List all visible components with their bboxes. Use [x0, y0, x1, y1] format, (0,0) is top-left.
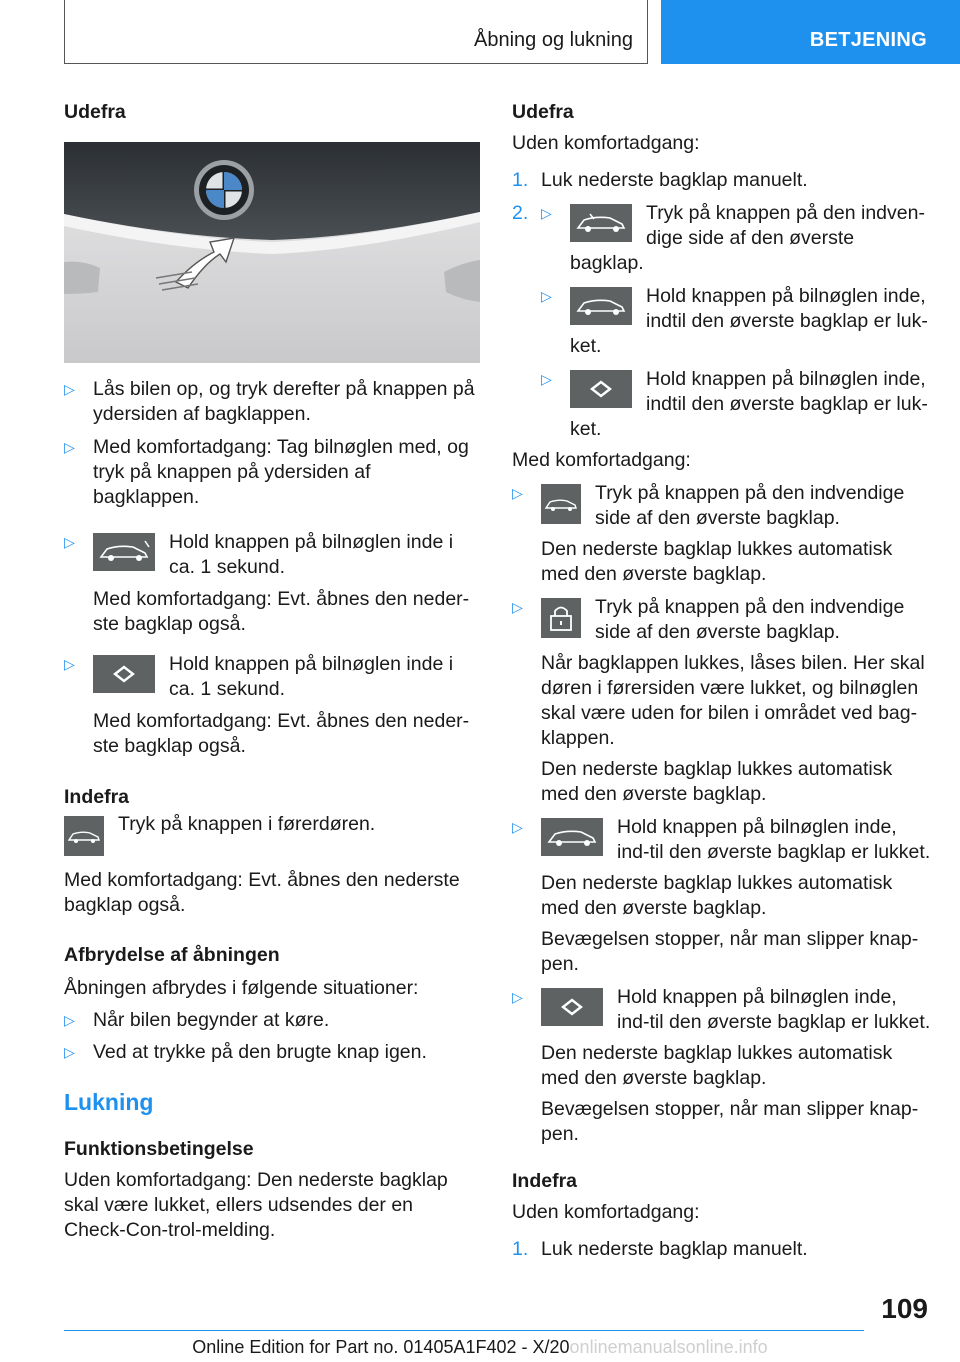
tailgate-photo [64, 142, 480, 363]
watermark-text: onlinemanualsonline.info [569, 1337, 768, 1357]
heading-afbrydelse: Afbrydelse af åbningen [64, 944, 280, 966]
funktionsbetingelse-text: Uden komfortadgang: Den nederste bagklap skal være lukket, ellers udsendes der en Check-Con-trol-melding. [64, 1169, 448, 1241]
step-item [512, 201, 932, 442]
car-tailgate-icon [541, 484, 581, 524]
heading-lukning: Lukning [64, 1089, 154, 1115]
header-section-tab [64, 0, 648, 64]
triangle-bullet-icon: ▷ [512, 989, 523, 1005]
list-item-text: Når bilen begynder at køre. [93, 1009, 330, 1031]
list-item-text: Hold knappen på bilnøglen inde, ind-til den øverste bagklap er lukket. [617, 816, 931, 863]
heading-udefra-right: Udefra [512, 101, 574, 123]
list-item-text: Tryk på knappen på den indvendige side af den øverste bagklap. [595, 482, 905, 529]
bmw-key-button-icon [570, 370, 632, 408]
list-item-text: Hold knappen på bilnøglen inde i ca. 1 sekund. [169, 653, 454, 700]
list-item [541, 284, 932, 359]
list-item [64, 1008, 480, 1033]
triangle-bullet-icon: ▷ [64, 534, 75, 550]
list-item [64, 435, 480, 510]
afbrydelse-intro: Åbningen afbrydes i følgende situationer: [64, 977, 419, 999]
header-chapter-title: BETJENING [809, 29, 927, 51]
list-item-note: Når bagklappen lukkes, låses bilen. Her skal døren i førersiden være lukket, og bilnøglen skal være uden for bilen i området ved bag-klappen. [541, 652, 925, 749]
list-item-text: Med komfortadgang: Tag bilnøglen med, og tryk på knappen på ydersiden af bagklappen. [93, 436, 469, 508]
footer-edition [0, 1335, 960, 1360]
heading-funktionsbetingelse: Funktionsbetingelse [64, 1138, 254, 1160]
car-tailgate-icon [541, 818, 603, 856]
bmw-key-button-icon [541, 988, 603, 1026]
page-number: 109 [881, 1293, 928, 1324]
indefra-note: Med komfortadgang: Evt. åbnes den nederste bagklap også. [64, 869, 460, 916]
right-column [512, 100, 932, 1262]
list-item-text: Lås bilen op, og tryk derefter på knappen på ydersiden af bagklappen. [93, 378, 475, 425]
list-item-text: Tryk på knappen på den indven-dige side af den øverste bagklap. [570, 202, 925, 274]
list-item-note: Den nederste bagklap lukkes automatisk med den øverste bagklap. [541, 872, 893, 919]
bmw-key-button-icon [93, 655, 155, 693]
step-item [512, 1237, 932, 1262]
list-item-note: Den nederste bagklap lukkes automatisk med den øverste bagklap. [541, 1042, 893, 1089]
triangle-bullet-icon: ▷ [512, 599, 523, 615]
indefra-text: Tryk på knappen i førerdøren. [118, 813, 376, 835]
triangle-bullet-icon: ▷ [541, 371, 552, 387]
car-tailgate-icon [64, 816, 104, 856]
triangle-bullet-icon: ▷ [64, 1044, 75, 1060]
triangle-bullet-icon: ▷ [64, 1012, 75, 1028]
list-item [64, 530, 480, 637]
list-item [512, 595, 932, 807]
list-item-text: Ved at trykke på den brugte knap igen. [93, 1041, 427, 1063]
triangle-bullet-icon: ▷ [541, 288, 552, 304]
uden-komfort-label-2: Uden komfortadgang: [512, 1201, 700, 1223]
heading-indefra-right: Indefra [512, 1170, 578, 1192]
list-item [541, 201, 932, 276]
list-item [541, 367, 932, 442]
heading-indefra-left: Indefra [64, 786, 130, 808]
car-tailgate-icon [570, 204, 632, 242]
step-number: 1. [512, 1238, 529, 1260]
heading-udefra-left: Udefra [64, 101, 126, 123]
header-chapter-tab [661, 0, 960, 64]
list-item [512, 481, 932, 587]
triangle-bullet-icon: ▷ [512, 485, 523, 501]
tailgate-photo-illustration [64, 142, 480, 363]
list-item-note: Med komfortadgang: Evt. åbnes den neder-ste bagklap også. [93, 588, 470, 635]
list-item-text: Hold knappen på bilnøglen inde, indtil den øverste bagklap er luk-ket. [570, 285, 928, 357]
list-item-note: Bevægelsen stopper, når man slipper knap-pen. [541, 1098, 919, 1145]
list-item-note: Den nederste bagklap lukkes automatisk med den øverste bagklap. [541, 538, 893, 585]
footer-divider [64, 1330, 864, 1331]
footer-edition-text: Online Edition for Part no. 01405A1F402 - X/20 [192, 1337, 570, 1357]
triangle-bullet-icon: ▷ [64, 656, 75, 672]
car-tailgate-icon [93, 533, 155, 571]
list-item-note: Den nederste bagklap lukkes automatisk med den øverste bagklap. [541, 758, 893, 805]
med-komfort-label: Med komfortadgang: [512, 449, 691, 471]
uden-komfort-label: Uden komfortadgang: [512, 132, 700, 154]
indefra-row [64, 812, 480, 856]
list-item [64, 652, 480, 759]
step-item [512, 168, 932, 193]
step-number: 2. [512, 202, 529, 224]
triangle-bullet-icon: ▷ [64, 439, 75, 455]
list-item-note: Bevægelsen stopper, når man slipper knap-pen. [541, 928, 919, 975]
list-item [512, 815, 932, 977]
car-tailgate-icon [570, 287, 632, 325]
list-item [64, 1040, 480, 1065]
step-number: 1. [512, 169, 529, 191]
list-item-note: Med komfortadgang: Evt. åbnes den neder-ste bagklap også. [93, 710, 470, 757]
list-item-text: Hold knappen på bilnøglen inde, ind-til den øverste bagklap er lukket. [617, 986, 931, 1033]
left-bullets-1 [64, 377, 480, 510]
lock-icon [541, 598, 581, 638]
list-item-text: Hold knappen på bilnøglen inde i ca. 1 sekund. [169, 531, 454, 578]
header-section-title: Åbning og lukning [473, 29, 633, 51]
triangle-bullet-icon: ▷ [64, 381, 75, 397]
list-item-text: Tryk på knappen på den indvendige side af den øverste bagklap. [595, 596, 905, 643]
left-column [64, 100, 480, 1243]
list-item [64, 377, 480, 427]
triangle-bullet-icon: ▷ [512, 819, 523, 835]
list-item-text: Hold knappen på bilnøglen inde, indtil den øverste bagklap er luk-ket. [570, 368, 928, 440]
list-item [512, 985, 932, 1147]
step-text: Luk nederste bagklap manuelt. [541, 169, 808, 191]
step-text: Luk nederste bagklap manuelt. [541, 1238, 808, 1260]
triangle-bullet-icon: ▷ [541, 205, 552, 221]
